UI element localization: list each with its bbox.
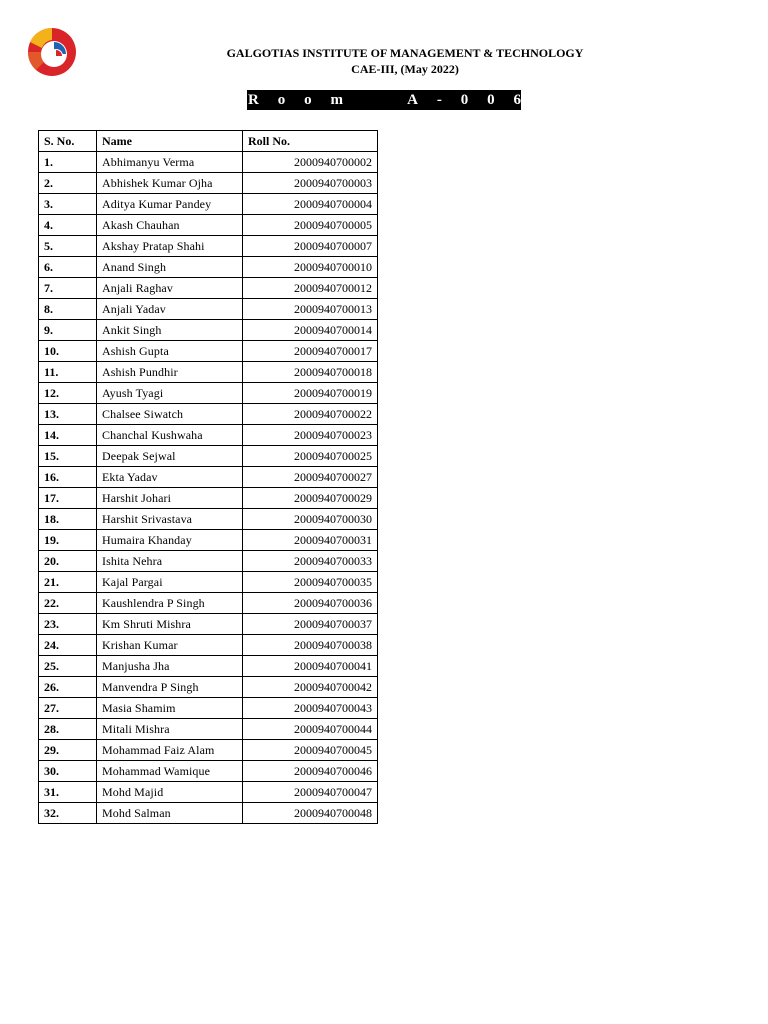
student-name-cell: Krishan Kumar xyxy=(97,635,243,656)
table-row xyxy=(39,572,378,593)
table-row xyxy=(39,467,378,488)
roll-number-cell: 2000940700017 xyxy=(243,341,378,362)
table-row xyxy=(39,278,378,299)
table-row xyxy=(39,803,378,824)
serial-number-cell: 16. xyxy=(39,467,97,488)
roll-number-cell: 2000940700005 xyxy=(243,215,378,236)
roll-number-cell: 2000940700044 xyxy=(243,719,378,740)
roll-number-cell: 2000940700046 xyxy=(243,761,378,782)
serial-number-cell: 6. xyxy=(39,257,97,278)
student-name-cell: Kaushlendra P Singh xyxy=(97,593,243,614)
roll-number-cell: 2000940700048 xyxy=(243,803,378,824)
table-row xyxy=(39,446,378,467)
roll-number-cell: 2000940700042 xyxy=(243,677,378,698)
institute-name: GALGOTIAS INSTITUTE OF MANAGEMENT & TECHNOLOGY xyxy=(226,46,584,60)
student-name-cell: Manjusha Jha xyxy=(97,656,243,677)
student-name-cell: Anjali Raghav xyxy=(97,278,243,299)
student-name-cell: Ishita Nehra xyxy=(97,551,243,572)
student-name-cell: Kajal Pargai xyxy=(97,572,243,593)
table-row xyxy=(39,425,378,446)
table-row xyxy=(39,677,378,698)
table-row xyxy=(39,530,378,551)
student-name-cell: Chanchal Kushwaha xyxy=(97,425,243,446)
serial-number-cell: 7. xyxy=(39,278,97,299)
student-name-cell: Akshay Pratap Shahi xyxy=(97,236,243,257)
serial-number-cell: 26. xyxy=(39,677,97,698)
table-row xyxy=(39,740,378,761)
roll-number-cell: 2000940700014 xyxy=(243,320,378,341)
serial-number-cell: 30. xyxy=(39,761,97,782)
exam-title: CAE-III, (May 2022) xyxy=(351,62,459,76)
table-row xyxy=(39,320,378,341)
roll-number-cell: 2000940700023 xyxy=(243,425,378,446)
serial-number-cell: 18. xyxy=(39,509,97,530)
roll-number-cell: 2000940700047 xyxy=(243,782,378,803)
serial-number-cell: 19. xyxy=(39,530,97,551)
serial-number-cell: 14. xyxy=(39,425,97,446)
table-row xyxy=(39,488,378,509)
serial-number-cell: 20. xyxy=(39,551,97,572)
serial-number-cell: 28. xyxy=(39,719,97,740)
header-sno: S. No. xyxy=(39,131,97,152)
table-row xyxy=(39,614,378,635)
roll-number-cell: 2000940700022 xyxy=(243,404,378,425)
roll-number-cell: 2000940700013 xyxy=(243,299,378,320)
serial-number-cell: 25. xyxy=(39,656,97,677)
serial-number-cell: 13. xyxy=(39,404,97,425)
table-row xyxy=(39,719,378,740)
student-name-cell: Deepak Sejwal xyxy=(97,446,243,467)
table-row xyxy=(39,194,378,215)
student-name-cell: Ankit Singh xyxy=(97,320,243,341)
table-row xyxy=(39,173,378,194)
roll-number-cell: 2000940700025 xyxy=(243,446,378,467)
roll-number-cell: 2000940700003 xyxy=(243,173,378,194)
roll-number-cell: 2000940700037 xyxy=(243,614,378,635)
serial-number-cell: 12. xyxy=(39,383,97,404)
serial-number-cell: 23. xyxy=(39,614,97,635)
serial-number-cell: 32. xyxy=(39,803,97,824)
serial-number-cell: 22. xyxy=(39,593,97,614)
student-name-cell: Anjali Yadav xyxy=(97,299,243,320)
roll-number-cell: 2000940700033 xyxy=(243,551,378,572)
roll-number-cell: 2000940700038 xyxy=(243,635,378,656)
table-row xyxy=(39,257,378,278)
roll-number-cell: 2000940700041 xyxy=(243,656,378,677)
roll-number-cell: 2000940700007 xyxy=(243,236,378,257)
table-header-row xyxy=(39,131,378,152)
table-row xyxy=(39,362,378,383)
student-name-cell: Manvendra P Singh xyxy=(97,677,243,698)
roll-number-cell: 2000940700035 xyxy=(243,572,378,593)
table-row xyxy=(39,698,378,719)
student-name-cell: Mohammad Faiz Alam xyxy=(97,740,243,761)
student-name-cell: Mohd Salman xyxy=(97,803,243,824)
table-body xyxy=(39,152,378,824)
table-row xyxy=(39,236,378,257)
roll-number-cell: 2000940700027 xyxy=(243,467,378,488)
header-roll-no: Roll No. xyxy=(243,131,378,152)
roll-number-cell: 2000940700045 xyxy=(243,740,378,761)
student-name-cell: Ashish Gupta xyxy=(97,341,243,362)
student-name-cell: Harshit Srivastava xyxy=(97,509,243,530)
table-row xyxy=(39,509,378,530)
student-roll-table xyxy=(38,130,378,824)
serial-number-cell: 24. xyxy=(39,635,97,656)
table-row xyxy=(39,215,378,236)
table-row xyxy=(39,593,378,614)
serial-number-cell: 31. xyxy=(39,782,97,803)
roll-number-cell: 2000940700004 xyxy=(243,194,378,215)
serial-number-cell: 27. xyxy=(39,698,97,719)
table-row xyxy=(39,656,378,677)
roll-number-cell: 2000940700043 xyxy=(243,698,378,719)
roll-number-cell: 2000940700002 xyxy=(243,152,378,173)
table-row xyxy=(39,551,378,572)
student-name-cell: Masia Shamim xyxy=(97,698,243,719)
roll-number-cell: 2000940700030 xyxy=(243,509,378,530)
roll-number-cell: 2000940700018 xyxy=(243,362,378,383)
student-name-cell: Abhishek Kumar Ojha xyxy=(97,173,243,194)
table-row xyxy=(39,635,378,656)
student-name-cell: Harshit Johari xyxy=(97,488,243,509)
table-row xyxy=(39,404,378,425)
serial-number-cell: 8. xyxy=(39,299,97,320)
table-row xyxy=(39,299,378,320)
table-row xyxy=(39,341,378,362)
serial-number-cell: 29. xyxy=(39,740,97,761)
table-row xyxy=(39,782,378,803)
student-name-cell: Km Shruti Mishra xyxy=(97,614,243,635)
student-name-cell: Ashish Pundhir xyxy=(97,362,243,383)
serial-number-cell: 11. xyxy=(39,362,97,383)
student-name-cell: Mitali Mishra xyxy=(97,719,243,740)
table-row xyxy=(39,152,378,173)
student-name-cell: Akash Chauhan xyxy=(97,215,243,236)
serial-number-cell: 1. xyxy=(39,152,97,173)
header-name: Name xyxy=(97,131,243,152)
student-name-cell: Mohd Majid xyxy=(97,782,243,803)
serial-number-cell: 21. xyxy=(39,572,97,593)
student-name-cell: Aditya Kumar Pandey xyxy=(97,194,243,215)
student-name-cell: Ekta Yadav xyxy=(97,467,243,488)
roll-number-cell: 2000940700019 xyxy=(243,383,378,404)
student-name-cell: Ayush Tyagi xyxy=(97,383,243,404)
table-row xyxy=(39,383,378,404)
roll-number-cell: 2000940700029 xyxy=(243,488,378,509)
serial-number-cell: 17. xyxy=(39,488,97,509)
student-name-cell: Anand Singh xyxy=(97,257,243,278)
roll-number-cell: 2000940700010 xyxy=(243,257,378,278)
student-name-cell: Mohammad Wamique xyxy=(97,761,243,782)
serial-number-cell: 3. xyxy=(39,194,97,215)
roll-number-cell: 2000940700036 xyxy=(243,593,378,614)
table-row xyxy=(39,761,378,782)
roll-number-cell: 2000940700031 xyxy=(243,530,378,551)
serial-number-cell: 10. xyxy=(39,341,97,362)
student-name-cell: Humaira Khanday xyxy=(97,530,243,551)
student-name-cell: Chalsee Siwatch xyxy=(97,404,243,425)
serial-number-cell: 2. xyxy=(39,173,97,194)
serial-number-cell: 5. xyxy=(39,236,97,257)
roll-number-cell: 2000940700012 xyxy=(243,278,378,299)
serial-number-cell: 15. xyxy=(39,446,97,467)
room-banner: R o o m A - 0 0 6 xyxy=(248,92,521,108)
serial-number-cell: 4. xyxy=(39,215,97,236)
serial-number-cell: 9. xyxy=(39,320,97,341)
student-name-cell: Abhimanyu Verma xyxy=(97,152,243,173)
